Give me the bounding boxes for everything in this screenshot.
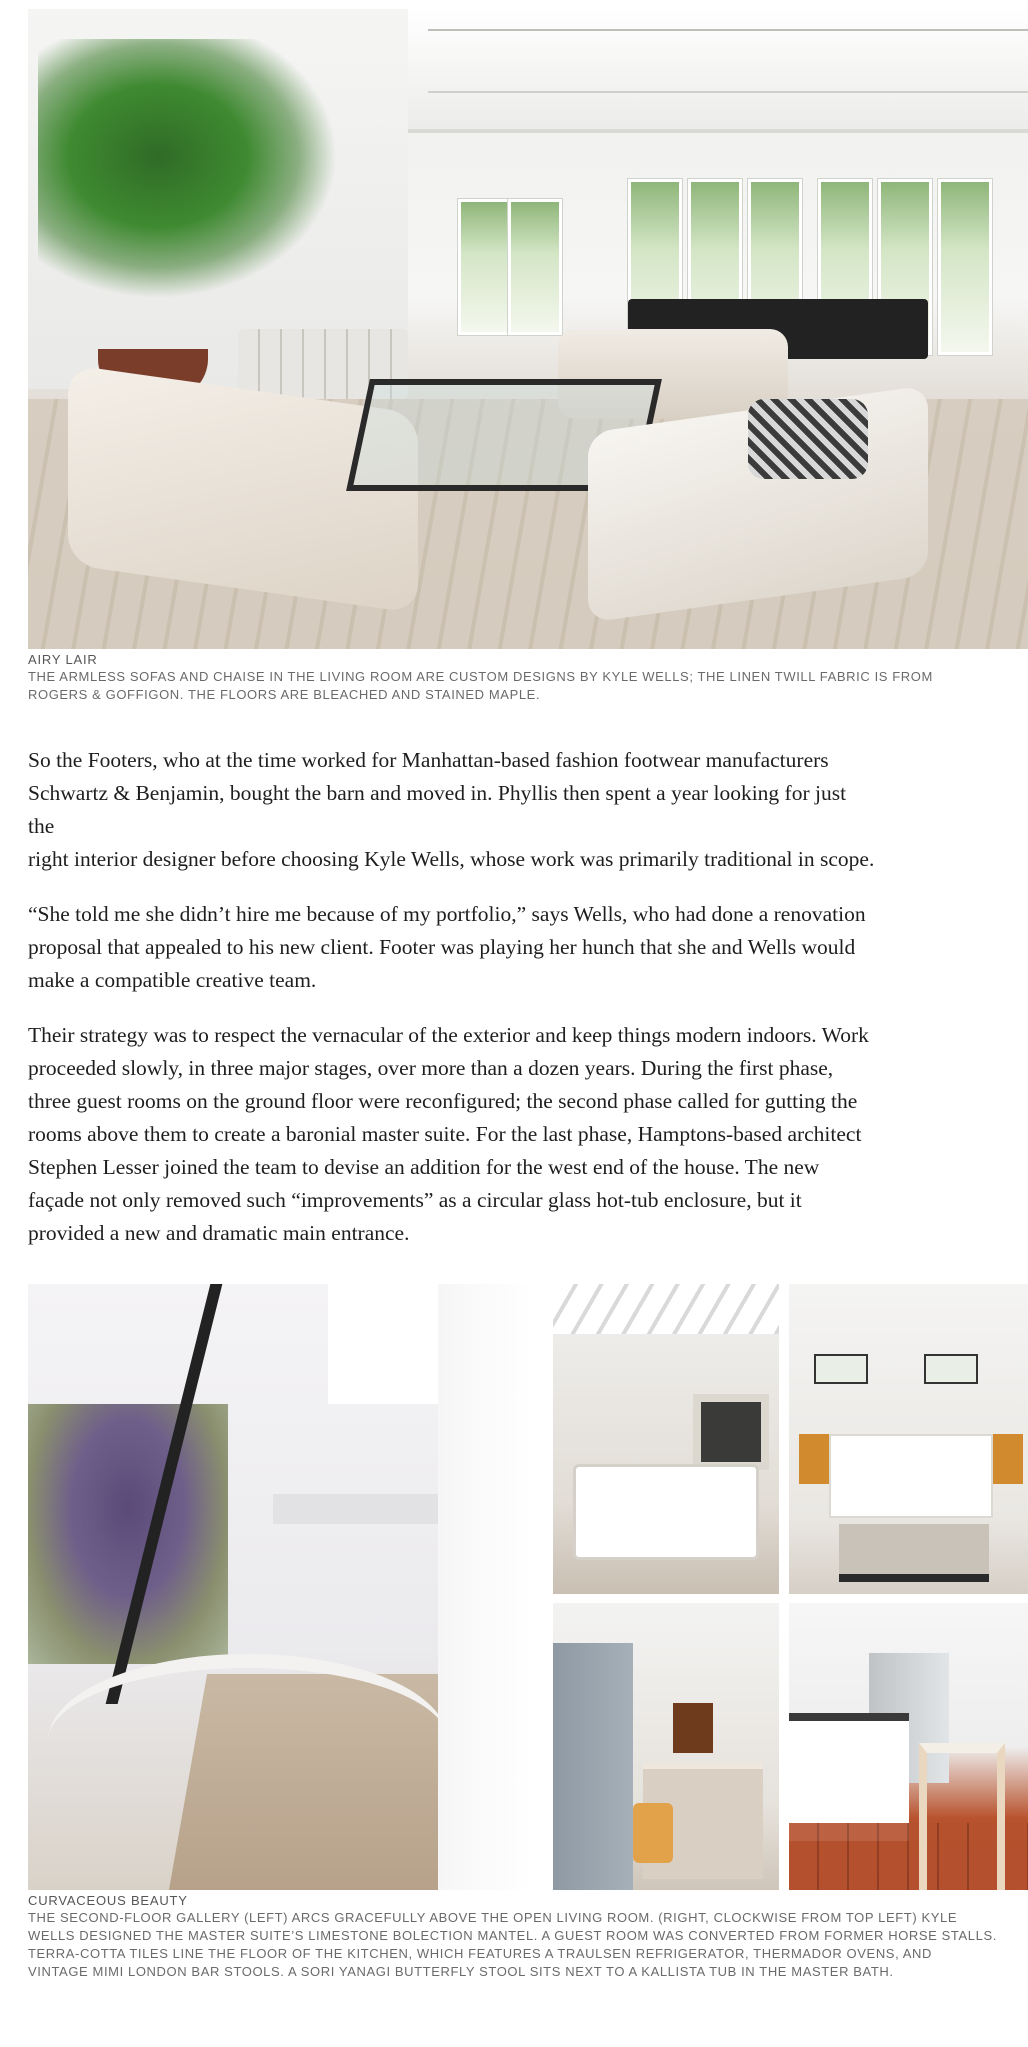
caption-body-top xyxy=(28,668,1028,704)
caption-line: THE ARMLESS SOFAS AND CHAISE IN THE LIVING ROOM ARE CUSTOM DESIGNS BY KYLE WELLS; THE LINEN TWILL FABRIC IS FROM xyxy=(28,669,933,684)
text-line: three guest rooms on the ground floor were reconfigured; the second phase called for gutting the xyxy=(28,1089,858,1113)
text-line: proceeded slowly, in three major stages, over more than a dozen years. During the first phase, xyxy=(28,1056,834,1080)
caption-title-bottom: CURVACEOUS BEAUTY xyxy=(28,1893,188,1908)
paragraph-3 xyxy=(28,1019,1028,1250)
caption-body-bottom xyxy=(28,1909,1028,1981)
text-line: façade not only removed such “improvements” as a circular glass hot-tub enclosure, but it xyxy=(28,1188,802,1212)
caption-line: ROGERS & GOFFIGON. THE FLOORS ARE BLEACHED AND STAINED MAPLE. xyxy=(28,687,541,702)
caption-line: WELLS DESIGNED THE MASTER SUITE’S LIMESTONE BOLECTION MANTEL. A GUEST ROOM WAS CONVERTED FROM FORMER HORSE STALLS. xyxy=(28,1928,997,1943)
guest-room-photo xyxy=(789,1284,1028,1594)
master-bath-photo xyxy=(553,1603,779,1890)
text-line: rooms above them to create a baronial master suite. For the last phase, Hamptons-based architect xyxy=(28,1122,862,1146)
kitchen-photo xyxy=(789,1603,1028,1890)
text-line: the xyxy=(28,814,55,838)
caption-line: TERRA-COTTA TILES LINE THE FLOOR OF THE KITCHEN, WHICH FEATURES A TRAULSEN REFRIGERATOR, THERMADOR OVENS, AND xyxy=(28,1946,933,1961)
text-line: provided a new and dramatic main entrance. xyxy=(28,1221,410,1245)
paragraph-2 xyxy=(28,898,1028,997)
article-body xyxy=(28,744,1028,1272)
gallery-photo xyxy=(28,1284,532,1890)
paragraph-1 xyxy=(28,744,1028,876)
text-line: right interior designer before choosing Kyle Wells, whose work was primarily traditional in scope. xyxy=(28,847,875,871)
caption-line: VINTAGE MIMI LONDON BAR STOOLS. A SORI YANAGI BUTTERFLY STOOL SITS NEXT TO A KALLISTA TUB IN THE MASTER BATH. xyxy=(28,1964,894,1979)
caption-line: THE SECOND-FLOOR GALLERY (LEFT) ARCS GRACEFULLY ABOVE THE OPEN LIVING ROOM. (RIGHT, CLOCKWISE FROM TOP LEFT) KYLE xyxy=(28,1910,958,1925)
text-line: Stephen Lesser joined the team to devise an addition for the west end of the house. The new xyxy=(28,1155,820,1179)
text-line: Schwartz & Benjamin, bought the barn and moved in. Phyllis then spent a year looking for just xyxy=(28,781,847,805)
text-line: Their strategy was to respect the vernacular of the exterior and keep things modern indoors. Work xyxy=(28,1023,869,1047)
text-line: So the Footers, who at the time worked for Manhattan-based fashion footwear manufacturers xyxy=(28,748,829,772)
living-room-photo xyxy=(28,9,1028,649)
master-suite-photo xyxy=(553,1284,779,1594)
caption-title-top: AIRY LAIR xyxy=(28,652,98,667)
text-line: make a compatible creative team. xyxy=(28,968,317,992)
text-line: proposal that appealed to his new client. Footer was playing her hunch that she and Wells would xyxy=(28,935,856,959)
text-line: “She told me she didn’t hire me because of my portfolio,” says Wells, who had done a renovation xyxy=(28,902,866,926)
